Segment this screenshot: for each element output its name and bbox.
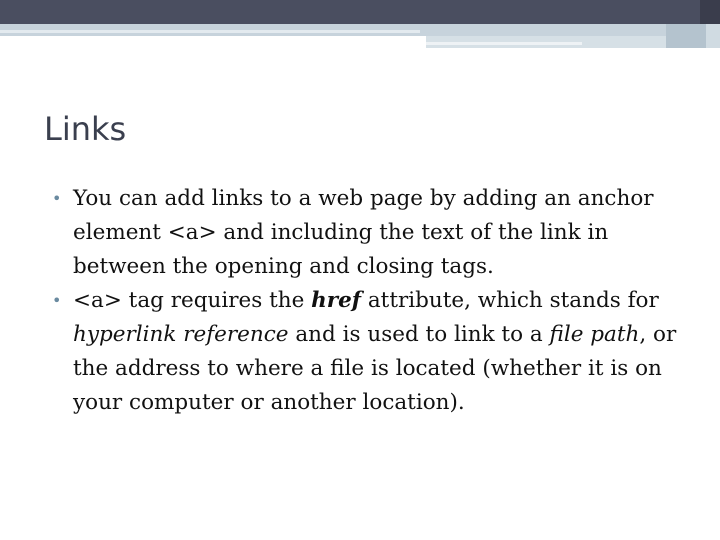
bullet-item — [52, 284, 692, 420]
bullet-text: attribute, which stands for — [361, 288, 659, 313]
bullet-marker: • — [52, 189, 62, 208]
top-bar-light-segment-stripe — [426, 42, 582, 45]
bullet-text: You can add links to a web page by adding an anchor element <a> and including the text of the link in between the opening and closing tags. — [73, 186, 654, 279]
file-path-term: file path — [549, 322, 640, 347]
bullet-text: , or the address to where a file is located (whether it is on your computer or another location). — [73, 322, 677, 415]
bullet-text: <a> tag requires the — [73, 288, 312, 313]
top-bar-accent-block — [666, 24, 706, 48]
hyperlink-reference-term: hyperlink reference — [73, 322, 289, 347]
bullet-list — [52, 182, 692, 420]
top-bar-light-stripe — [0, 30, 420, 33]
top-bar-accent-block-end — [706, 24, 720, 48]
href-term: href — [311, 288, 362, 313]
bullet-text: and is used to link to a — [288, 322, 550, 347]
bullet-marker: • — [52, 291, 62, 310]
top-bar-dark — [0, 0, 700, 24]
slide-title: Links — [44, 110, 127, 148]
bullet-item — [52, 182, 692, 284]
top-bar-dark-end — [700, 0, 720, 24]
